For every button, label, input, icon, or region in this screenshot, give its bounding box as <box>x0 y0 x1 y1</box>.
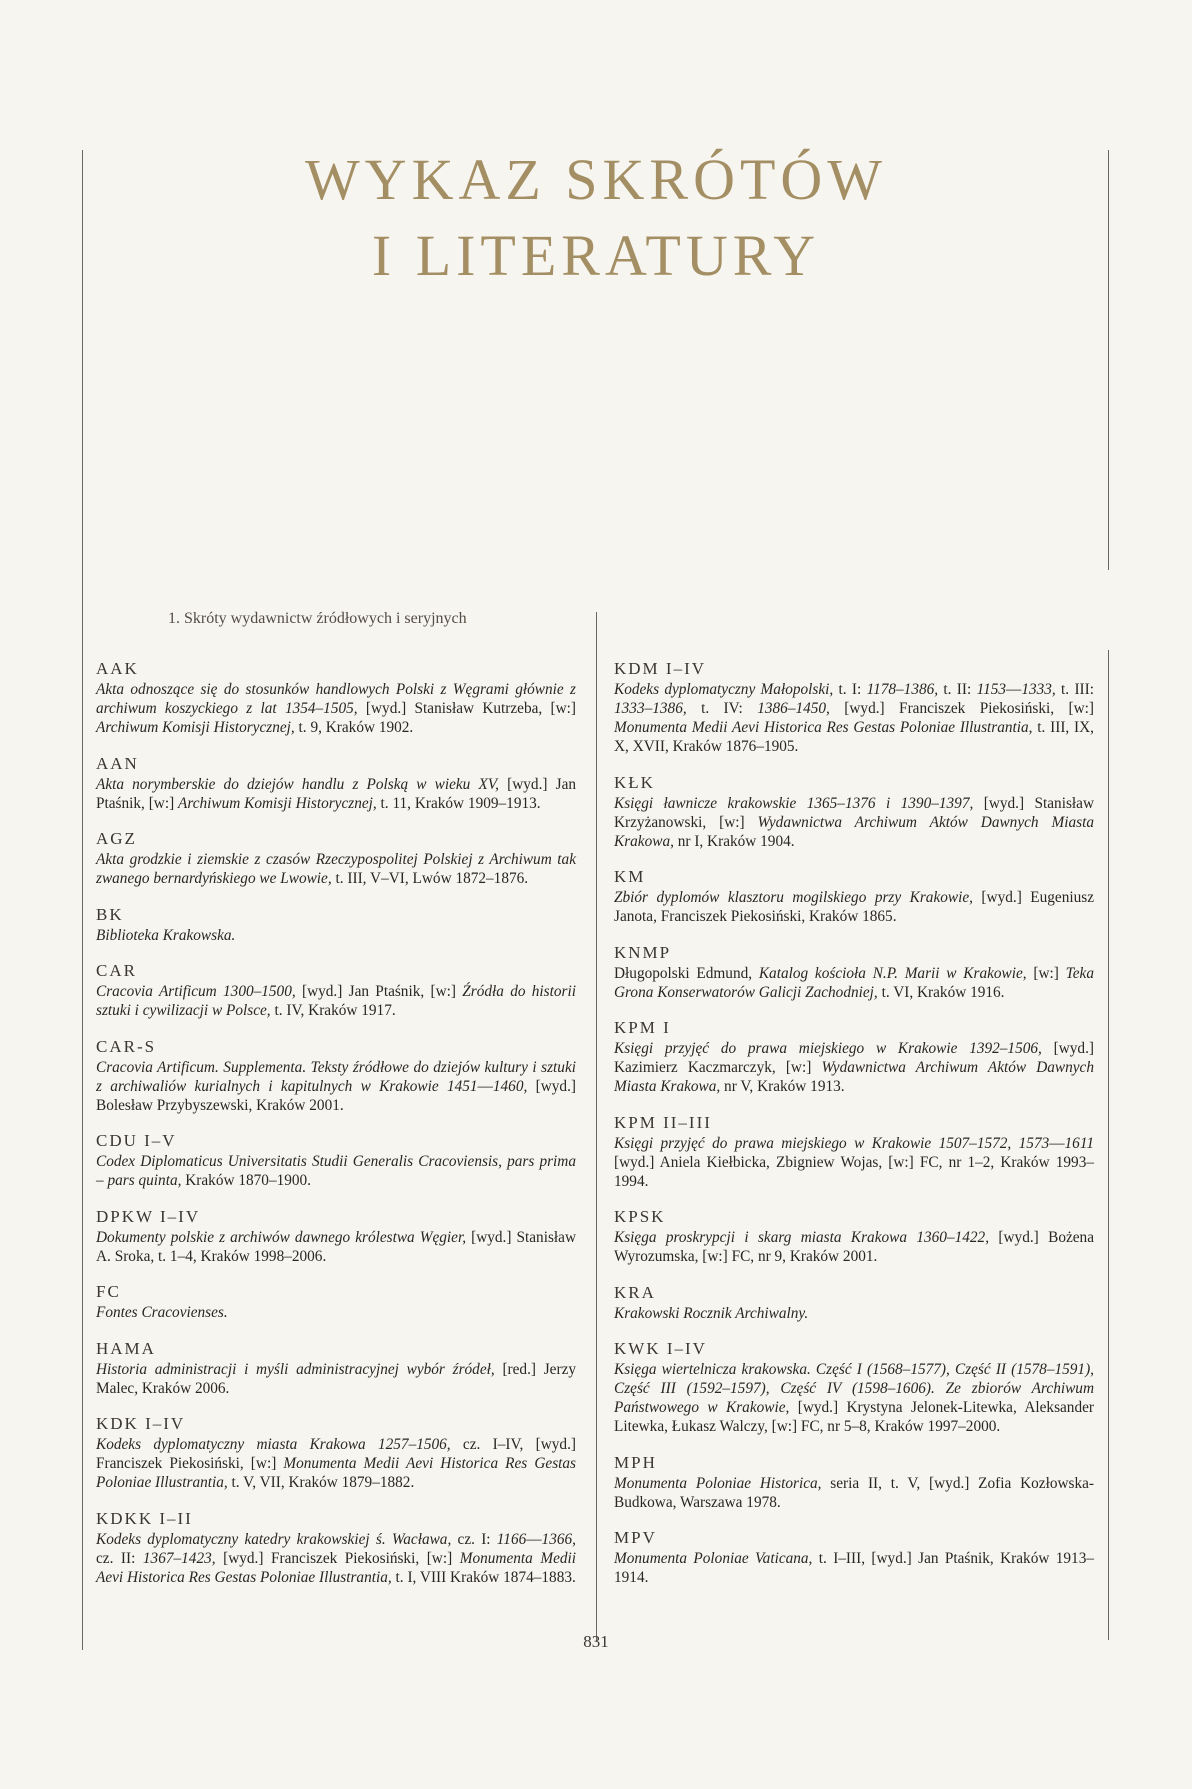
entry-text: t. I–III, [wyd.] Jan Ptaśnik, Kraków 1913–1914. <box>614 1550 1094 1586</box>
right-rule-bottom <box>1108 650 1109 1640</box>
entry-text: nr V, Kraków 1913. <box>720 1078 845 1095</box>
entry-title-text: Akta grodzkie i ziemskie z czasów Rzeczypospolitej Polskiej z Archiwum tak zwanego bernardyńskiego we Lwowie, <box>96 851 576 887</box>
entry-abbreviation: AAN <box>96 753 139 773</box>
bibliography-entry <box>96 753 576 813</box>
entry-text: [wyd.] Stanisław A. Sroka, t. 1–4, Kraków 1998–2006. <box>96 1228 576 1265</box>
bibliography-entry <box>614 1017 1094 1096</box>
entry-description <box>614 1228 1094 1266</box>
entry-title-text: Wydawnictwa Archiwum Aktów Dawnych Miasta Krakowa, <box>614 813 1094 850</box>
entry-abbreviation: KDM I–IV <box>614 659 707 678</box>
entry-title-text: Akta norymberskie do dziejów handlu z Polską w wieku XV, <box>96 775 499 793</box>
entry-text: cz. I: <box>451 1530 497 1548</box>
entry-title-text: Kodeks dyplomatyczny katedry krakowskiej ś. Wacława, <box>96 1530 452 1548</box>
entry-abbreviation: AGZ <box>96 829 137 848</box>
entry-abbreviation: FC <box>96 1282 121 1301</box>
entry-text: t. IV, Kraków 1917. <box>270 1002 396 1019</box>
entry-text: [wyd.] Kazimierz Kaczmarczyk, [w:] <box>614 1040 1094 1076</box>
entry-abbreviation: KPSK <box>614 1207 666 1226</box>
entry-text: [w:] <box>1026 964 1066 982</box>
entry-title-text: Cracovia Artificum. Supplementa. Teksty źródłowe do dziejów kultury i sztuki z archiwaliów kurialnych i kapitulnych w Krakowie 1451––1460, <box>96 1058 576 1095</box>
bibliography-entry <box>96 658 576 737</box>
entry-description <box>96 1530 576 1587</box>
entry-text: t. V, VII, Kraków 1879–1882. <box>227 1474 415 1491</box>
bibliography-entry <box>614 658 1094 756</box>
entry-text: t. III, IX, X, XVII, Kraków 1876–1905. <box>614 719 1094 755</box>
bibliography-entry <box>96 1338 576 1398</box>
entry-description <box>96 680 576 737</box>
entry-abbreviation: CAR <box>96 961 137 980</box>
entry-text: nr I, Kraków 1904. <box>673 832 795 850</box>
entry-description <box>96 1435 576 1492</box>
entry-text: t. 11, Kraków 1909–1913. <box>376 794 541 812</box>
entry-title-text: Kodeks dyplomatyczny Małopolski, <box>614 681 834 698</box>
entry-text: seria II, t. V, [wyd.] Zofia Kozłowska-Budkowa, Warszawa 1978. <box>614 1474 1094 1511</box>
entry-abbreviation: HAMA <box>96 1338 156 1358</box>
entry-description <box>614 1304 1094 1323</box>
entry-description <box>614 1134 1094 1191</box>
bibliography-entry <box>614 1527 1094 1587</box>
entry-text: t. III: <box>1055 681 1094 698</box>
entry-title-text: Wydawnictwa Archiwum Aktów Dawnych Miasta Krakowa, <box>614 1059 1094 1095</box>
entry-abbreviation: MPH <box>614 1452 657 1472</box>
entry-title-text: Historia administracji i myśli administracyjnej wybór źródeł, <box>96 1360 495 1378</box>
entry-text: Kraków 1870–1900. <box>181 1172 312 1189</box>
entry-abbreviation: DPKW I–IV <box>96 1206 201 1226</box>
entry-description <box>96 1058 576 1115</box>
bibliography-entry <box>96 1036 576 1115</box>
entry-title-text: Teka Grona Konserwatorów Galicji Zachodniej, <box>614 964 1094 1001</box>
entry-abbreviation: KPM II–III <box>614 1112 712 1132</box>
entry-description <box>614 1039 1094 1096</box>
bibliography-entry <box>614 1206 1094 1266</box>
entry-description <box>96 1228 576 1266</box>
entry-description <box>96 1303 576 1322</box>
bibliography-entry <box>96 1206 576 1266</box>
entry-title-text: Fontes Cracovienses. <box>96 1304 228 1321</box>
entry-title-text: Archiwum Komisji Historycznej, <box>178 794 377 812</box>
entry-title-text: Biblioteka Krakowska. <box>96 926 236 944</box>
entry-abbreviation: KWK I–IV <box>614 1339 707 1358</box>
entry-abbreviation: CAR-S <box>96 1036 157 1056</box>
entry-title-text: Cracovia Artificum 1300–1500, <box>96 983 296 1000</box>
entry-title-text: Archiwum Komisji Historycznej, <box>96 719 295 736</box>
entry-text: [wyd.] Franciszek Piekosiński, [w:] <box>215 1549 460 1567</box>
entry-text: [wyd.] Bolesław Przybyszewski, Kraków 2001. <box>96 1077 576 1114</box>
entry-abbreviation: KM <box>614 867 646 886</box>
entry-abbreviation: CDU I–V <box>96 1131 177 1150</box>
entry-description <box>96 850 576 888</box>
bibliography-entry <box>614 1282 1094 1323</box>
entry-title-text: Monumenta Poloniae Vaticana, <box>614 1550 813 1567</box>
entry-description <box>614 1360 1094 1436</box>
bibliography-entry <box>96 1413 576 1492</box>
entry-text: [wyd.] Bożena Wyrozumska, [w:] FC, nr 9, Kraków 2001. <box>614 1229 1094 1265</box>
entry-title-text: Księgi przyjęć do prawa miejskiego w Krakowie 1392–1506, <box>614 1040 1042 1057</box>
entry-text: t. IV: <box>686 700 758 717</box>
entry-text: t. II: <box>938 681 977 698</box>
left-column <box>96 658 576 1602</box>
entry-abbreviation: KNMP <box>614 942 672 962</box>
entry-title-text: Zbiór dyplomów klasztoru mogilskiego przy Krakowie, <box>614 889 973 906</box>
entry-abbreviation: AAK <box>96 659 139 678</box>
entry-text: t. VI, Kraków 1916. <box>877 983 1005 1001</box>
bibliography-entry <box>614 772 1094 851</box>
entry-text: t. III, V–VI, Lwów 1872–1876. <box>331 870 529 887</box>
entry-description <box>614 794 1094 851</box>
entry-title-text: Księgi przyjęć do prawa miejskiego w Krakowie 1507–1572, 1573––1611 <box>614 1134 1094 1152</box>
title-line-1: WYKAZ SKRÓTÓW <box>304 147 888 212</box>
section-heading: 1. Skróty wydawnictw źródłowych i seryjnych <box>168 610 467 627</box>
bibliography-entry <box>614 942 1094 1002</box>
entry-title-text: Księgi ławnicze krakowskie 1365–1376 i 1390–1397, <box>614 794 974 812</box>
entry-abbreviation: KPM I <box>614 1018 671 1037</box>
right-column <box>614 658 1094 1603</box>
entry-title-text: 1386–1450, <box>757 700 830 717</box>
entry-description <box>96 775 576 813</box>
left-rule <box>82 150 83 1650</box>
entry-text: cz. I–IV, [wyd.] Franciszek Piekosiński, [w:] <box>96 1436 577 1472</box>
entry-title-text: Monumenta Medii Aevi Historica Res Gestas Poloniae Illustrantia, <box>614 719 1033 736</box>
entry-text: [red.] Jerzy Malec, Kraków 2006. <box>96 1360 577 1397</box>
entry-description <box>96 1152 576 1190</box>
entry-title-text: Księga proskrypcji i skarg miasta Krakowa 1360–1422, <box>614 1229 990 1246</box>
entry-text: [wyd.] Stanisław Kutrzeba, [w:] <box>357 700 576 717</box>
entry-text: [wyd.] Eugeniusz Janota, Franciszek Piekosiński, Kraków 1865. <box>614 889 1094 925</box>
entry-title-text: Katalog kościoła N.P. Marii w Krakowie, <box>758 964 1027 982</box>
entry-description <box>614 1549 1094 1587</box>
entry-text: [wyd.] Franciszek Piekosiński, [w:] <box>829 700 1094 717</box>
bibliography-entry <box>96 828 576 888</box>
entry-description <box>96 926 576 945</box>
entry-description <box>614 964 1094 1002</box>
entry-text: [wyd.] Stanisław Krzyżanowski, [w:] <box>614 794 1094 831</box>
entry-abbreviation: KŁK <box>614 772 655 792</box>
entry-text: Długopolski Edmund, <box>614 964 759 982</box>
bibliography-entry <box>614 1338 1094 1436</box>
bibliography-entry <box>96 1508 576 1587</box>
bibliography-entry <box>96 1281 576 1322</box>
entry-text: [wyd.] Jan Ptaśnik, [w:] <box>96 775 577 812</box>
entry-text: [wyd.] Jan Ptaśnik, [w:] <box>295 983 463 1000</box>
entry-text: [wyd.] Aniela Kiełbicka, Zbigniew Wojas, [w:] FC, nr 1–2, Kraków 1993–1994. <box>614 1153 1094 1190</box>
entry-title-text: Akta odnoszące się do stosunków handlowych Polski z Węgrami głównie z archiwum koszyckiego z lat 1354–1505, <box>96 681 576 717</box>
entry-title-text: Monumenta Poloniae Historica, <box>614 1474 822 1492</box>
entry-title-text: 1333–1386, <box>614 700 687 717</box>
entry-title-text: 1166––1366, <box>496 1530 576 1548</box>
entry-text: t. I, VIII Kraków 1874–1883. <box>391 1568 576 1586</box>
entry-abbreviation: MPV <box>614 1528 657 1547</box>
bibliography-entry <box>96 960 576 1020</box>
bibliography-entry <box>614 1452 1094 1512</box>
entry-description <box>96 982 576 1020</box>
entry-text: [wyd.] Krystyna Jelonek-Litewka, Aleksander Litewka, Łukasz Walczy, [w:] FC, nr 5–8, Kraków 1997–2000. <box>614 1399 1094 1435</box>
page-number: 831 <box>583 1632 609 1651</box>
entry-text: t. 9, Kraków 1902. <box>294 719 414 736</box>
entry-text: t. I: <box>833 681 867 698</box>
entry-description <box>96 1360 576 1398</box>
bibliography-entry <box>96 1130 576 1190</box>
entry-title-text: Źródła do historii sztuki i cywilizacji w Polsce, <box>96 983 576 1019</box>
entry-title-text: Kodeks dyplomatyczny miasta Krakowa 1257–1506, <box>96 1436 451 1453</box>
entry-title-text: Codex Diplomaticus Universitatis Studii Generalis Cracoviensis, pars prima – pars quinta, <box>96 1153 576 1189</box>
entry-title-text: Monumenta Medii Aevi Historica Res Gestas Poloniae Illustrantia, <box>96 1549 577 1586</box>
entry-title-text: Księga wiertelnicza krakowska. Część I (1568–1577), Część II (1578–1591), Część III (1592–1597), Część IV (1598–1606). Ze zbiorów Archiwum Państwowego w Krakowie, <box>614 1361 1094 1416</box>
entry-text: cz. II: <box>96 1549 143 1567</box>
page-title <box>0 142 1192 294</box>
entry-description <box>614 888 1094 926</box>
title-line-2: I LITERATURY <box>371 223 821 288</box>
entry-title-text: Krakowski Rocznik Archiwalny. <box>614 1304 809 1322</box>
entry-title-text: Dokumenty polskie z archiwów dawnego królestwa Węgier, <box>96 1228 467 1246</box>
bibliography-entry <box>614 866 1094 926</box>
entry-description <box>614 1474 1094 1512</box>
entry-title-text: 1153––1333, <box>976 681 1056 698</box>
entry-abbreviation: KDK I–IV <box>96 1414 186 1433</box>
entry-abbreviation: BK <box>96 904 124 924</box>
entry-description <box>614 680 1094 756</box>
entry-title-text: 1178–1386, <box>866 681 939 698</box>
entry-title-text: 1367–1423, <box>142 1549 216 1567</box>
entry-abbreviation: KDKK I–II <box>96 1508 193 1528</box>
entry-title-text: Monumenta Medii Aevi Historica Res Gestas Poloniae Illustrantia, <box>96 1455 576 1491</box>
bibliography-entry <box>96 904 576 945</box>
bibliography-entry <box>614 1112 1094 1191</box>
entry-abbreviation: KRA <box>614 1282 656 1302</box>
column-divider <box>596 612 597 1642</box>
